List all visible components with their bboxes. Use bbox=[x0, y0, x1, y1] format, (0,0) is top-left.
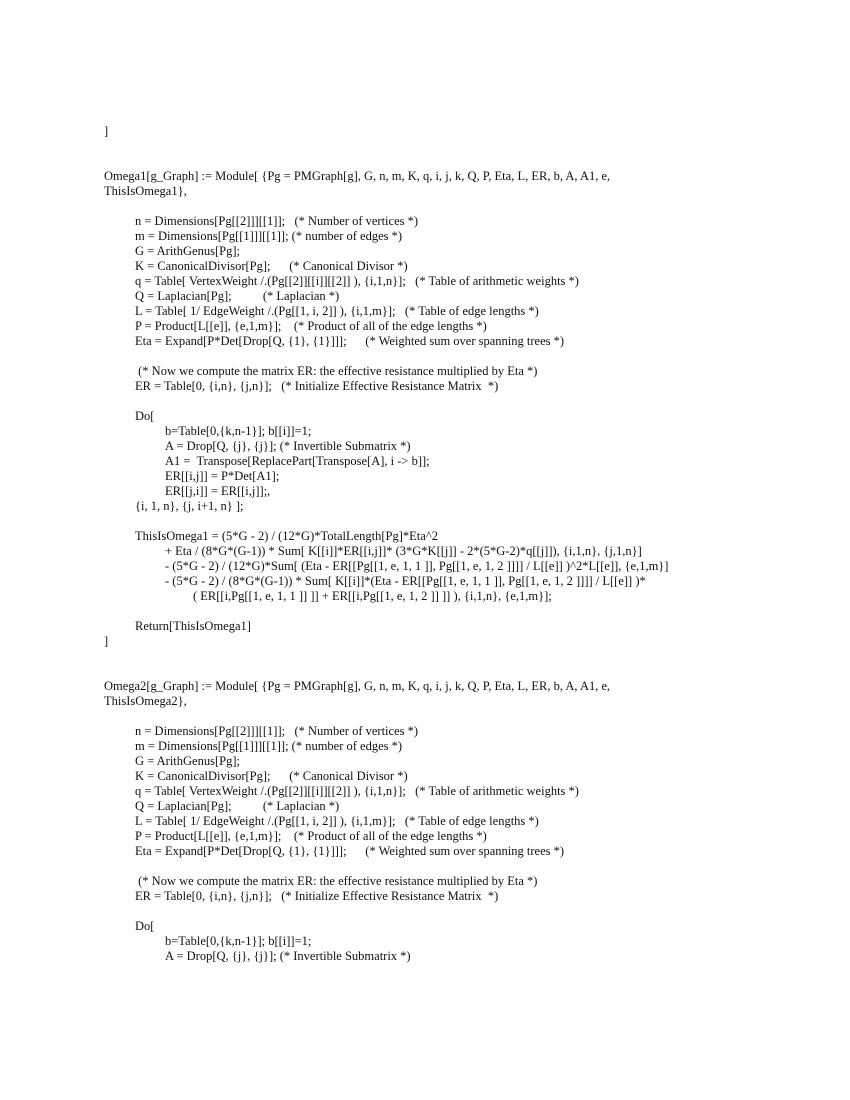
code-line: Do[ bbox=[135, 919, 155, 933]
omega1-signature-line: Omega1[g_Graph] := Module[ {Pg = PMGraph[g], G, n, m, K, q, i, j, k, Q, P, Eta, L, ER, b, A, A1, e, bbox=[104, 169, 611, 183]
code-line: A = Drop[Q, {j}, {j}]; (* Invertible Submatrix *) bbox=[165, 949, 411, 963]
code-line: P = Product[L[[e]], {e,1,m}]; (* Product of all of the edge lengths *) bbox=[135, 829, 487, 843]
omega2-signature-continuation: ThisIsOmega2}, bbox=[104, 694, 187, 708]
closing-bracket: ] bbox=[104, 124, 109, 138]
code-line: P = Product[L[[e]], {e,1,m}]; (* Product of all of the edge lengths *) bbox=[135, 319, 487, 333]
code-line: Q = Laplacian[Pg]; (* Laplacian *) bbox=[135, 799, 340, 813]
code-line: ER = Table[0, {i,n}, {j,n}]; (* Initialize Effective Resistance Matrix *) bbox=[135, 379, 499, 393]
code-line: G = ArithGenus[Pg]; bbox=[135, 754, 240, 768]
code-comment: (* Now we compute the matrix ER: the effective resistance multiplied by Eta *) bbox=[135, 364, 538, 378]
code-line: b=Table[0,{k,n-1}]; b[[i]]=1; bbox=[165, 934, 312, 948]
code-line: n = Dimensions[Pg[[2]]][[1]]; (* Number of vertices *) bbox=[135, 724, 419, 738]
code-line: G = ArithGenus[Pg]; bbox=[135, 244, 240, 258]
code-line: L = Table[ 1/ EdgeWeight /.(Pg[[1, i, 2]] ), {i,1,m}]; (* Table of edge lengths *) bbox=[135, 814, 539, 828]
code-line: ThisIsOmega1 = (5*G - 2) / (12*G)*TotalLength[Pg]*Eta^2 bbox=[135, 529, 438, 543]
code-line: + Eta / (8*G*(G-1)) * Sum[ K[[i]]*ER[[i,j]]* (3*G*K[[j]] - 2*(5*G-2)*q[[j]]), {i,1,n}, {j,1,n}] bbox=[165, 544, 642, 558]
code-line: q = Table[ VertexWeight /.(Pg[[2]][[i]][[2]] ), {i,1,n}]; (* Table of arithmetic weights *) bbox=[135, 784, 579, 798]
code-line: ER[[j,i]] = ER[[i,j]];, bbox=[165, 484, 271, 498]
code-line: ( ER[[i,Pg[[1, e, 1, 1 ]] ]] + ER[[i,Pg[[1, e, 1, 2 ]] ]] ), {i,1,n}, {e,1,m}]; bbox=[193, 589, 552, 603]
omega2-signature-line: Omega2[g_Graph] := Module[ {Pg = PMGraph[g], G, n, m, K, q, i, j, k, Q, P, Eta, L, ER, b, A, A1, e, bbox=[104, 679, 611, 693]
code-line: - (5*G - 2) / (8*G*(G-1)) * Sum[ K[[i]]*(Eta - ER[[Pg[[1, e, 1, 1 ]], Pg[[1, e, 1, 2 ]]]] / L[[e]] )* bbox=[165, 574, 646, 588]
code-line: q = Table[ VertexWeight /.(Pg[[2]][[i]][[2]] ), {i,1,n}]; (* Table of arithmetic weights *) bbox=[135, 274, 579, 288]
code-line: Q = Laplacian[Pg]; (* Laplacian *) bbox=[135, 289, 340, 303]
code-line: Do[ bbox=[135, 409, 155, 423]
closing-bracket: ] bbox=[104, 634, 109, 648]
code-line: L = Table[ 1/ EdgeWeight /.(Pg[[1, i, 2]] ), {i,1,m}]; (* Table of edge lengths *) bbox=[135, 304, 539, 318]
code-line: - (5*G - 2) / (12*G)*Sum[ (Eta - ER[[Pg[[1, e, 1, 1 ]], Pg[[1, e, 1, 2 ]]]] / L[[e]] )^2*L[[e]], {e,1,m}] bbox=[165, 559, 669, 573]
code-line: A1 = Transpose[ReplacePart[Transpose[A], i -> b]]; bbox=[165, 454, 430, 468]
code-line: {i, 1, n}, {j, i+1, n} ]; bbox=[135, 499, 244, 513]
omega1-signature-continuation: ThisIsOmega1}, bbox=[104, 184, 187, 198]
code-comment: (* Now we compute the matrix ER: the effective resistance multiplied by Eta *) bbox=[135, 874, 538, 888]
code-line: Return[ThisIsOmega1] bbox=[135, 619, 251, 633]
code-line: A = Drop[Q, {j}, {j}]; (* Invertible Submatrix *) bbox=[165, 439, 411, 453]
code-line: Eta = Expand[P*Det[Drop[Q, {1}, {1}]]]; (* Weighted sum over spanning trees *) bbox=[135, 844, 565, 858]
code-line: m = Dimensions[Pg[[1]]][[1]]; (* number of edges *) bbox=[135, 739, 403, 753]
code-line: n = Dimensions[Pg[[2]]][[1]]; (* Number of vertices *) bbox=[135, 214, 419, 228]
code-line: K = CanonicalDivisor[Pg]; (* Canonical Divisor *) bbox=[135, 769, 408, 783]
code-line: m = Dimensions[Pg[[1]]][[1]]; (* number of edges *) bbox=[135, 229, 403, 243]
code-line: b=Table[0,{k,n-1}]; b[[i]]=1; bbox=[165, 424, 312, 438]
code-line: ER = Table[0, {i,n}, {j,n}]; (* Initialize Effective Resistance Matrix *) bbox=[135, 889, 499, 903]
code-line: Eta = Expand[P*Det[Drop[Q, {1}, {1}]]]; (* Weighted sum over spanning trees *) bbox=[135, 334, 565, 348]
code-line: ER[[i,j]] = P*Det[A1]; bbox=[165, 469, 280, 483]
code-line: K = CanonicalDivisor[Pg]; (* Canonical Divisor *) bbox=[135, 259, 408, 273]
